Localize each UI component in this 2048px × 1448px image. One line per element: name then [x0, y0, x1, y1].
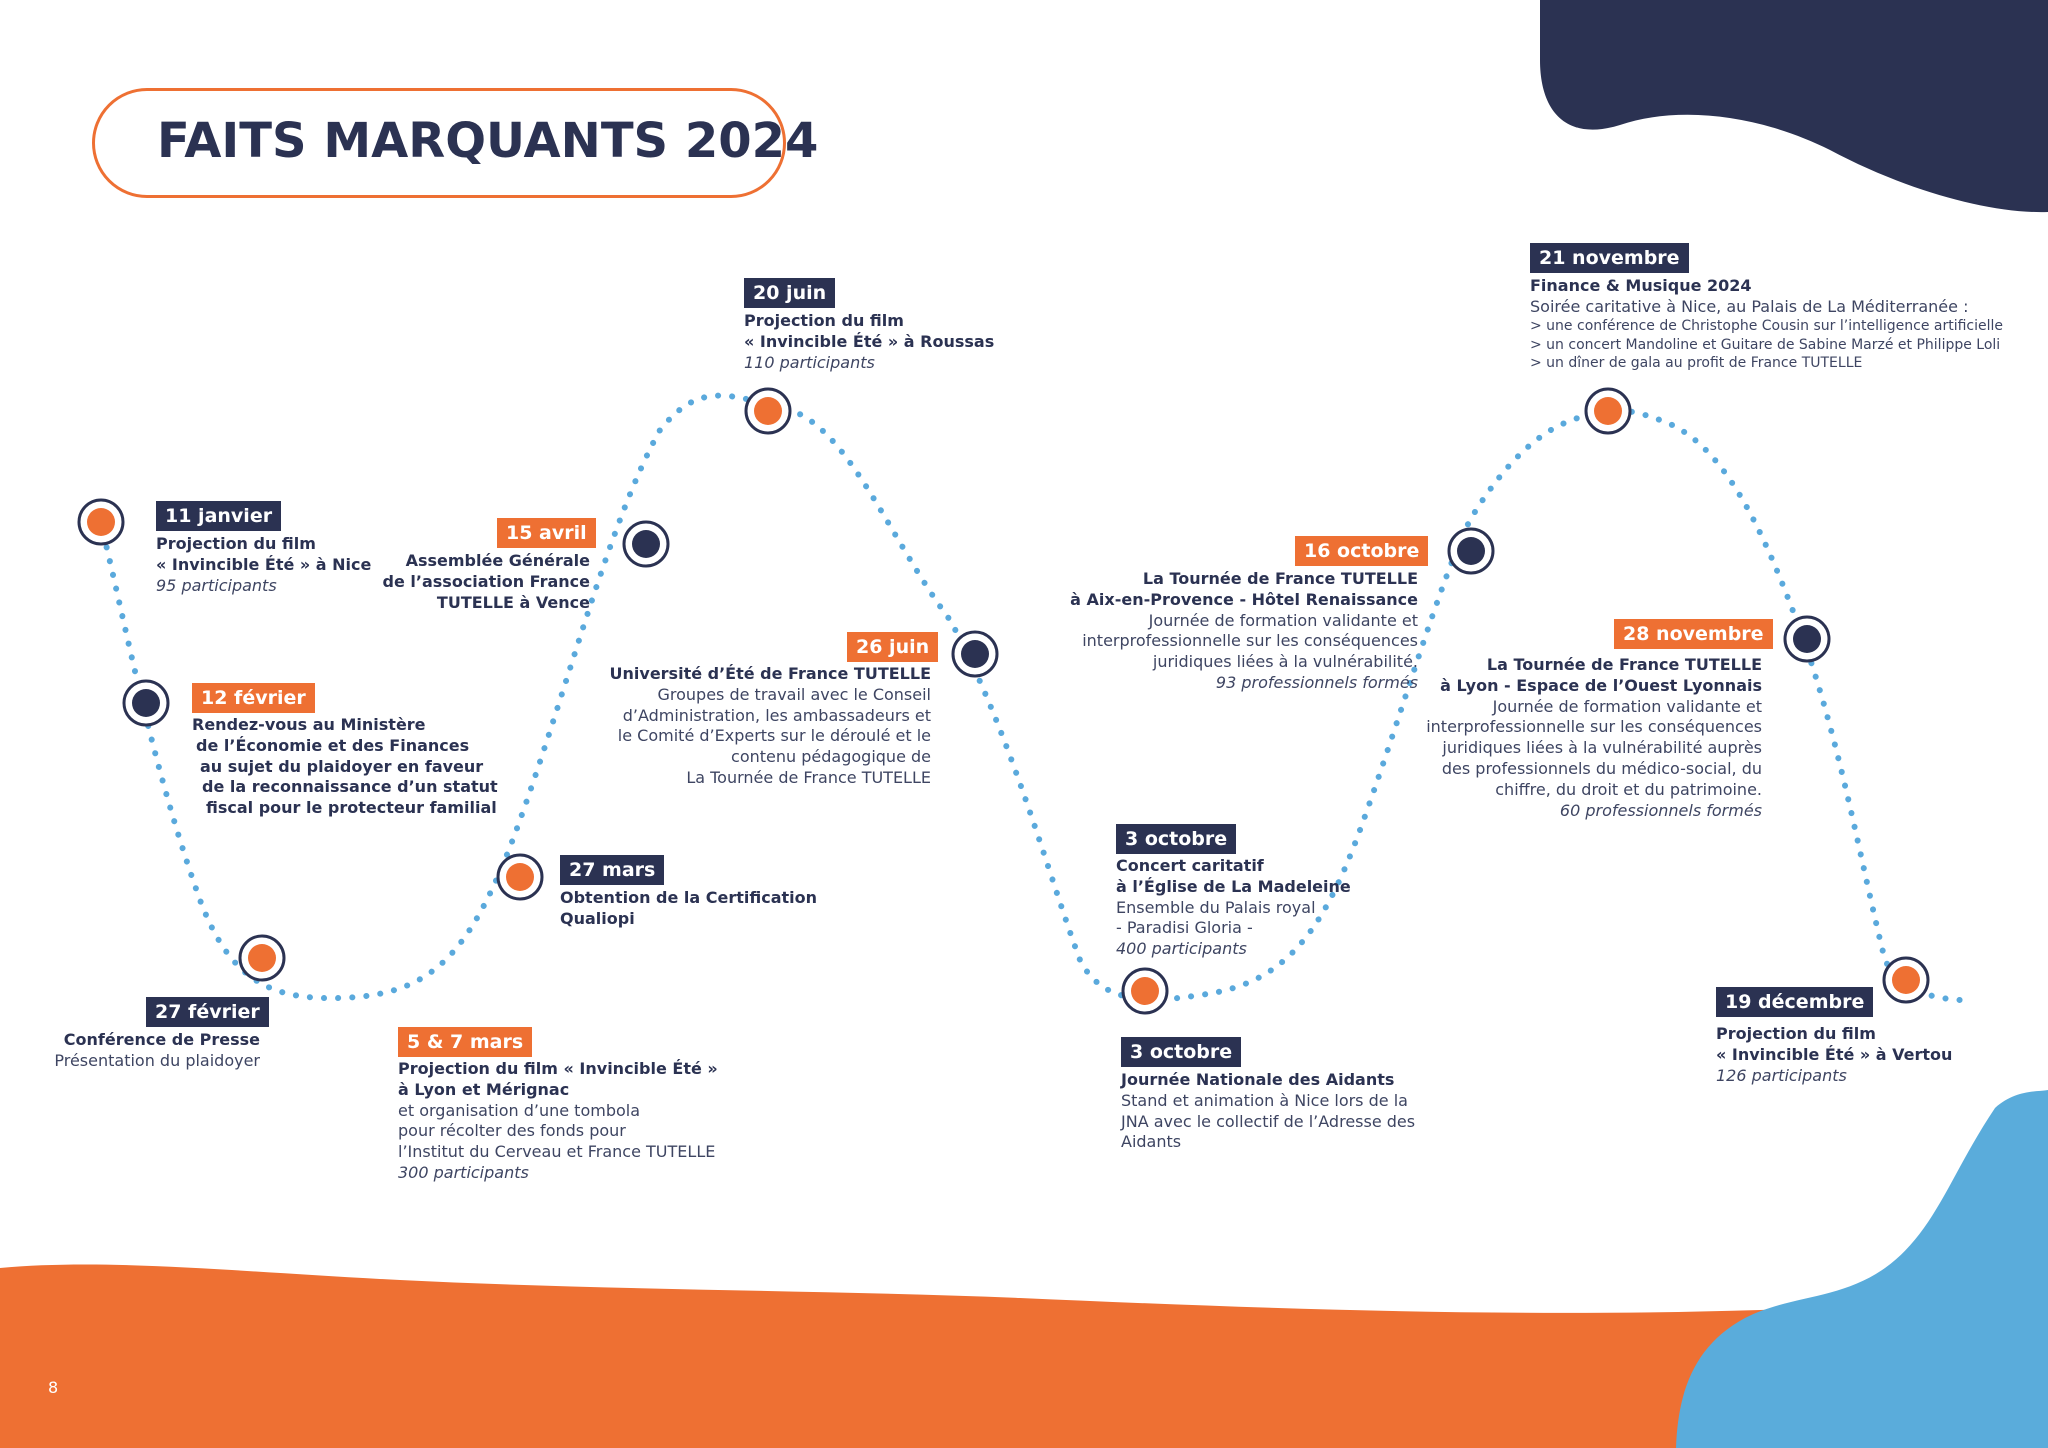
date-tag-oct3-jna: 3 octobre: [1121, 1037, 1241, 1067]
event-line: Obtention de la Certification: [560, 888, 818, 907]
marker-feb27: [240, 936, 284, 980]
event-detail: La Tournée de France TUTELLE: [686, 767, 931, 787]
date-tag-dec19: 19 décembre: [1716, 987, 1873, 1017]
event-line: au sujet du plaidoyer en faveur: [200, 756, 484, 776]
event-line: de la reconnaissance d’un statut: [202, 777, 498, 797]
event-line: « Invincible Été » à Vertou: [1716, 1044, 1953, 1064]
event-line: Projection du film: [744, 311, 904, 330]
event-line: « Invincible Été » à Roussas: [744, 331, 995, 351]
event-detail: contenu pédagogique de: [731, 747, 931, 767]
marker-oct16: [1449, 529, 1493, 573]
event-note: 110 participants: [744, 352, 875, 372]
date-tag-jun20: 20 juin: [744, 278, 835, 308]
event-note: 300 participants: [398, 1162, 529, 1182]
marker-jun26: [953, 632, 997, 676]
date-tag-feb12: 12 février: [192, 683, 315, 713]
event-note: 93 professionnels formés: [1215, 672, 1418, 692]
event-detail: Journée de formation validante et: [1148, 610, 1418, 630]
date-tag-oct16: 16 octobre: [1295, 536, 1428, 566]
event-oct3-jna: [1121, 1070, 1415, 1153]
event-detail: - Paradisi Gloria -: [1116, 918, 1253, 938]
event-title: à l’Église de La Madeleine: [1116, 876, 1351, 896]
event-detail: juridiques liées à la vulnérabilité auprès: [1442, 738, 1762, 758]
event-detail: interprofessionnelle sur les conséquences: [1426, 717, 1762, 737]
event-line: Qualiopi: [560, 908, 635, 928]
event-title: La Tournée de France TUTELLE: [1142, 569, 1418, 588]
date-tag-apr15: 15 avril: [497, 518, 596, 548]
date-tag-nov28: 28 novembre: [1614, 619, 1773, 649]
event-title: à Aix-en-Provence - Hôtel Renaissance: [1070, 589, 1418, 609]
event-detail: juridiques liées à la vulnérabilité.: [1152, 652, 1418, 672]
event-detail: d’Administration, les ambassadeurs et: [622, 705, 931, 725]
title-pill: [92, 88, 819, 198]
event-detail: JNA avec le collectif de l’Adresse des: [1121, 1111, 1416, 1131]
event-list-item: > un dîner de gala au profit de France TUTELLE: [1530, 355, 1863, 371]
event-title: à Lyon - Espace de l’Ouest Lyonnais: [1440, 675, 1762, 695]
event-mar27: [560, 888, 817, 930]
event-detail: chiffre, du droit et du patrimoine.: [1495, 779, 1762, 799]
event-line: Projection du film: [1716, 1024, 1876, 1043]
event-nov21-list: [1530, 317, 2003, 373]
event-detail: l’Institut du Cerveau et France TUTELLE: [398, 1142, 716, 1162]
event-detail: Groupes de travail avec le Conseil: [657, 684, 931, 704]
marker-oct3: [1123, 969, 1167, 1013]
event-detail: Stand et animation à Nice lors de la: [1121, 1090, 1408, 1110]
event-oct16: [1020, 569, 1418, 694]
date-tag-jan11: 11 janvier: [156, 501, 281, 531]
event-jun20: [744, 311, 994, 373]
event-detail: interprofessionnelle sur les conséquences: [1082, 631, 1418, 651]
marker-feb12: [124, 681, 168, 725]
event-feb12: [192, 715, 498, 819]
date-tag-nov21: 21 novembre: [1530, 243, 1689, 273]
event-title: à Lyon et Mérignac: [398, 1079, 570, 1099]
marker-mar27: [498, 855, 542, 899]
event-note: 60 professionnels formés: [1559, 800, 1762, 820]
event-detail: des professionnels du médico-social, du: [1441, 758, 1762, 778]
event-detail: le Comité d’Experts sur le déroulé et le: [617, 726, 931, 746]
event-title: Université d’Été de France TUTELLE: [609, 664, 931, 683]
marker-apr15: [624, 522, 668, 566]
event-line: Projection du film: [156, 534, 316, 553]
date-tag-mar27: 27 mars: [560, 855, 664, 885]
event-list-item: > une conférence de Christophe Cousin sur l’intelligence artificielle: [1530, 318, 2004, 334]
date-tag-mar57: 5 & 7 mars: [398, 1027, 532, 1057]
event-title: Conférence de Presse: [63, 1030, 260, 1049]
event-note: 126 participants: [1716, 1065, 1847, 1085]
marker-nov28: [1785, 617, 1829, 661]
event-line: « Invincible Été » à Nice: [156, 554, 372, 574]
event-line: de l’association France: [382, 571, 590, 591]
event-line: Assemblée Générale: [405, 551, 590, 570]
page-number: 8: [48, 1378, 59, 1397]
event-detail: Journée de formation validante et: [1492, 696, 1762, 716]
event-line: de l’Économie et des Finances: [196, 735, 470, 755]
event-feb27: [30, 1030, 260, 1072]
marker-nov21: [1586, 389, 1630, 433]
event-note: 400 participants: [1116, 939, 1247, 959]
event-title: Finance & Musique 2024: [1530, 276, 1752, 295]
event-line: fiscal pour le protecteur familial: [206, 798, 497, 818]
date-tag-feb27: 27 février: [146, 997, 269, 1027]
event-detail: pour récolter des fonds pour: [398, 1121, 626, 1141]
event-mar57: [398, 1059, 718, 1184]
date-tag-jun26: 26 juin: [847, 632, 938, 662]
marker-jan11: [79, 500, 123, 544]
event-detail: Présentation du plaidoyer: [54, 1050, 260, 1070]
event-title: La Tournée de France TUTELLE: [1486, 655, 1762, 674]
event-list-item: > un concert Mandoline et Guitare de Sabine Marzé et Philippe Loli: [1530, 336, 2001, 353]
event-detail: Soirée caritative à Nice, au Palais de La Méditerranée :: [1530, 296, 1969, 316]
event-title: Projection du film « Invincible Été »: [398, 1059, 718, 1078]
event-detail: Aidants: [1121, 1132, 1182, 1152]
event-detail: et organisation d’une tombola: [398, 1100, 641, 1120]
page-title: FAITS MARQUANTS 2024: [157, 113, 819, 169]
event-title: Concert caritatif: [1116, 856, 1264, 875]
marker-dec19: [1884, 958, 1928, 1002]
event-jun26: [560, 664, 931, 789]
event-nov28: [1380, 655, 1762, 821]
event-oct3-concert: [1116, 856, 1351, 960]
marker-jun20: [746, 389, 790, 433]
event-detail: Ensemble du Palais royal: [1116, 897, 1316, 917]
event-note: 95 participants: [156, 575, 277, 595]
date-tag-oct3-concert: 3 octobre: [1116, 824, 1236, 854]
event-dec19: [1716, 1024, 1952, 1086]
event-apr15: [330, 551, 590, 613]
event-title: Journée Nationale des Aidants: [1121, 1070, 1395, 1089]
event-nov21: [1530, 276, 1968, 318]
event-line: Rendez-vous au Ministère: [192, 715, 426, 734]
event-line: TUTELLE à Vence: [436, 592, 590, 612]
